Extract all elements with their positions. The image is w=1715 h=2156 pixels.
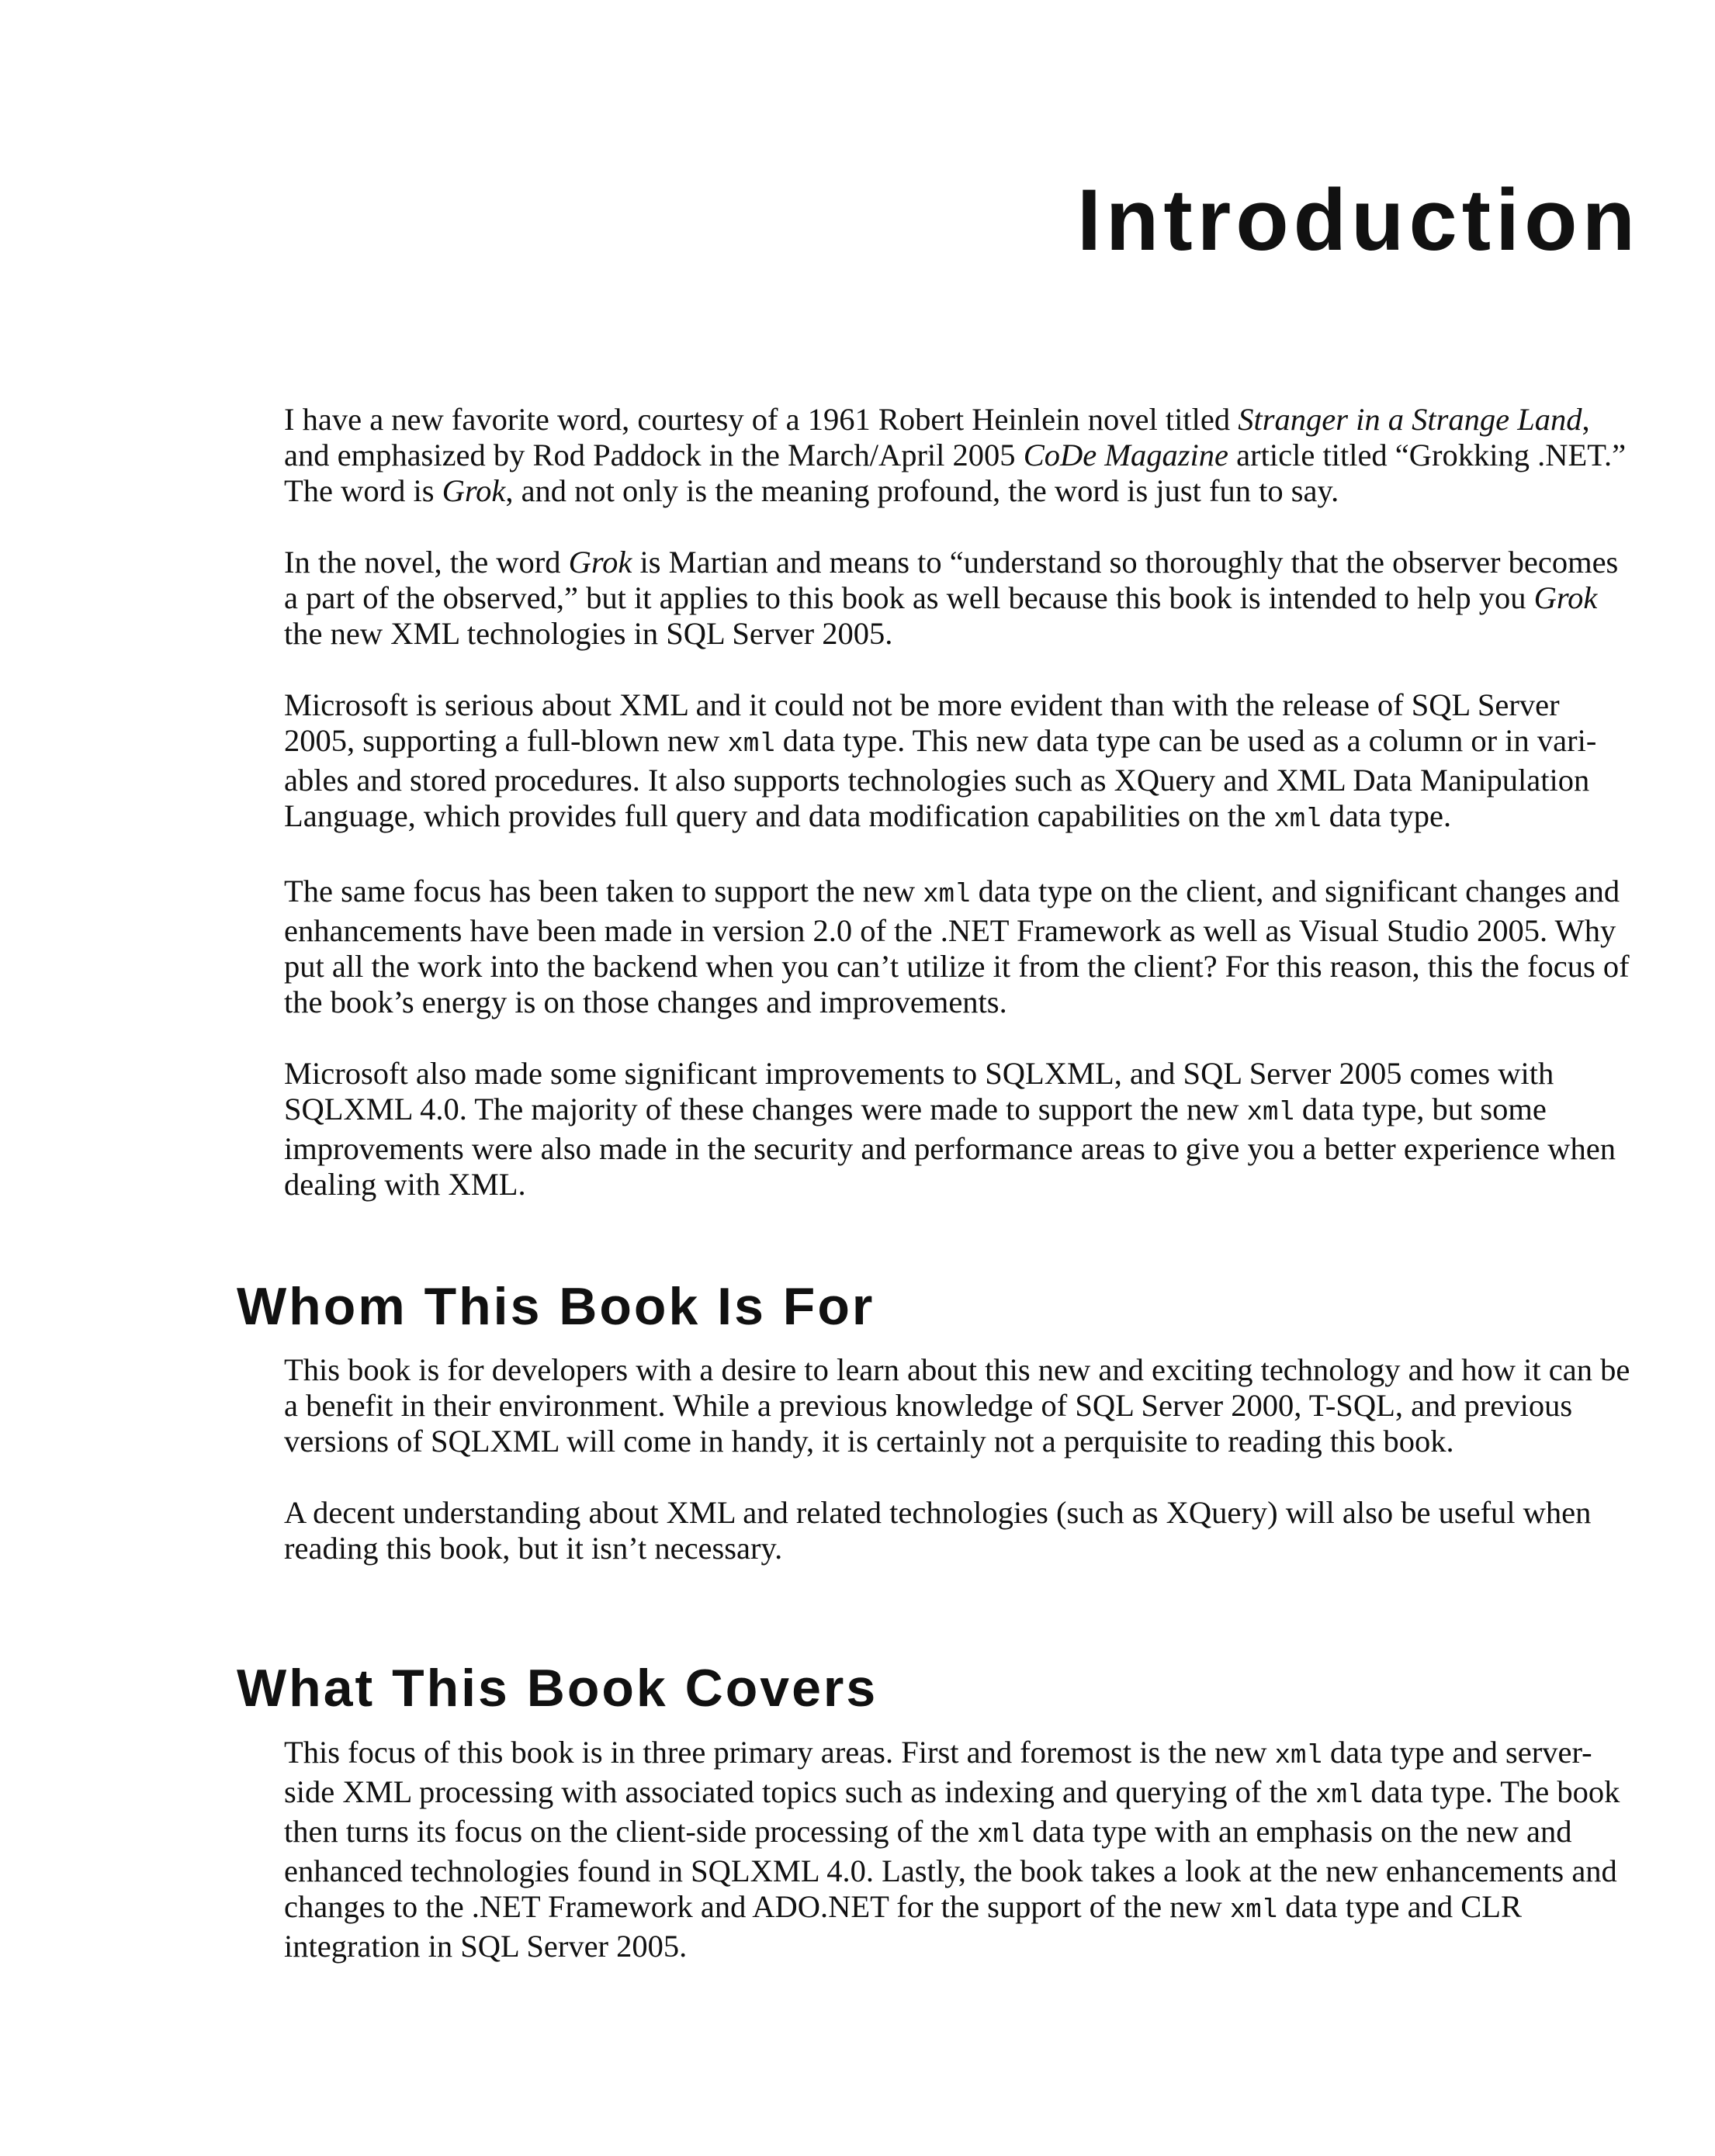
inline-code: xml [1274, 1742, 1322, 1771]
intro-paragraph-5 [284, 1056, 1637, 1203]
inline-code: xml [1315, 1781, 1363, 1811]
novel-title: Stranger in a Strange Land [1238, 402, 1582, 437]
section-heading-covers: What This Book Covers [237, 1659, 878, 1718]
emphasized-word: Grok [568, 545, 632, 580]
text-run: , and emphasized by Rod Paddock in the March/April 2005 [284, 402, 1590, 472]
text-run: data type, but some improvements were also made in the security and performance areas to give you a better experience when dealing with XML. [284, 1092, 1616, 1202]
whom-section [284, 1352, 1637, 1602]
text-run: data type. [1321, 798, 1452, 833]
inline-code: xml [727, 730, 775, 760]
inline-code: xml [923, 881, 971, 910]
covers-section [284, 1735, 1637, 2000]
intro-paragraph-2 [284, 545, 1637, 652]
inline-code: xml [977, 1821, 1025, 1850]
chapter-title: Introduction [1076, 171, 1640, 268]
text-run: This focus of this book is in three primary areas. First and foremost is the new [284, 1735, 1275, 1770]
text-run: data type and CLR integration in SQL Server 2005. [284, 1889, 1523, 1964]
text-run: , and not only is the meaning profound, the word is just fun to say. [505, 473, 1339, 508]
inline-code: xml [1273, 805, 1322, 835]
magazine-title: CoDe Magazine [1023, 438, 1229, 472]
emphasized-word: Grok [1533, 580, 1598, 615]
intro-paragraph-1 [284, 402, 1637, 509]
inline-code: xml [1246, 1099, 1294, 1128]
text-run: Microsoft also made some significant improvements to SQLXML, and SQL Server 2005 comes with SQLXML 4.0. The majority of these changes were made to support the new [284, 1056, 1554, 1126]
text-run: I have a new favorite word, courtesy of a 1961 Robert Heinlein novel titled [284, 402, 1239, 437]
whom-paragraph-2: A decent understanding about XML and related technologies (such as XQuery) will also be useful when reading this book, but it isn’t necessary. [284, 1495, 1592, 1566]
text-run: Microsoft is serious about XML and it could not be more evident than with the release of SQL Server 2005, supporting a full-blown new [284, 687, 1560, 758]
text-run: data type and server-side XML processing with associated topics such as indexing and querying of the [284, 1735, 1592, 1809]
intro-paragraph-3 [284, 687, 1637, 838]
inline-code: xml [1229, 1896, 1278, 1926]
emphasized-word: Grok [442, 473, 506, 508]
covers-paragraph-1 [284, 1735, 1637, 1964]
intro-paragraph-4 [284, 874, 1637, 1020]
intro-section [284, 402, 1637, 1238]
text-run: data type. This new data type can be used as a column or in vari-ables and stored procedures. It also supports technologies such as XQuery and XML Data Manipulation Language, which provides full query and data modification capabilities on the [284, 723, 1597, 833]
section-heading-whom: Whom This Book Is For [237, 1277, 875, 1336]
text-run: data type with an emphasis on the new and enhanced technologies found in SQLXML 4.0. Lastly, the book takes a look at the new enhancements and changes to the .NET Framework and ADO.NET for the support of the new [284, 1814, 1617, 1924]
text-run: data type on the client, and significant changes and enhancements have been made in version 2.0 of the .NET Framework as well as Visual Studio 2005. Why put all the work into the backend when you can’t utilize it from the client? For this reason, this the focus of the book’s energy is on those changes and improvements. [284, 874, 1630, 1019]
text-run: is Martian and means to “understand so thoroughly that the observer becomes a part of the observed,” but it applies to this book as well because this book is intended to help you [284, 545, 1619, 615]
text-run: the new XML technologies in SQL Server 2005. [284, 616, 893, 651]
text-run: The same focus has been taken to support the new [284, 874, 923, 908]
whom-paragraph-1: This book is for developers with a desire to learn about this new and exciting technology and how it can be a benefit in their environment. While a previous knowledge of SQL Server 2000, T-SQL, and previous versions of SQLXML will come in handy, it is certainly not a perquisite to reading this book. [284, 1352, 1630, 1459]
text-run: In the novel, the word [284, 545, 569, 580]
text-run: article titled “Grokking .NET.” The word is [284, 438, 1627, 508]
text-run: data type. The book then turns its focus on the client-side processing of the [284, 1774, 1620, 1849]
